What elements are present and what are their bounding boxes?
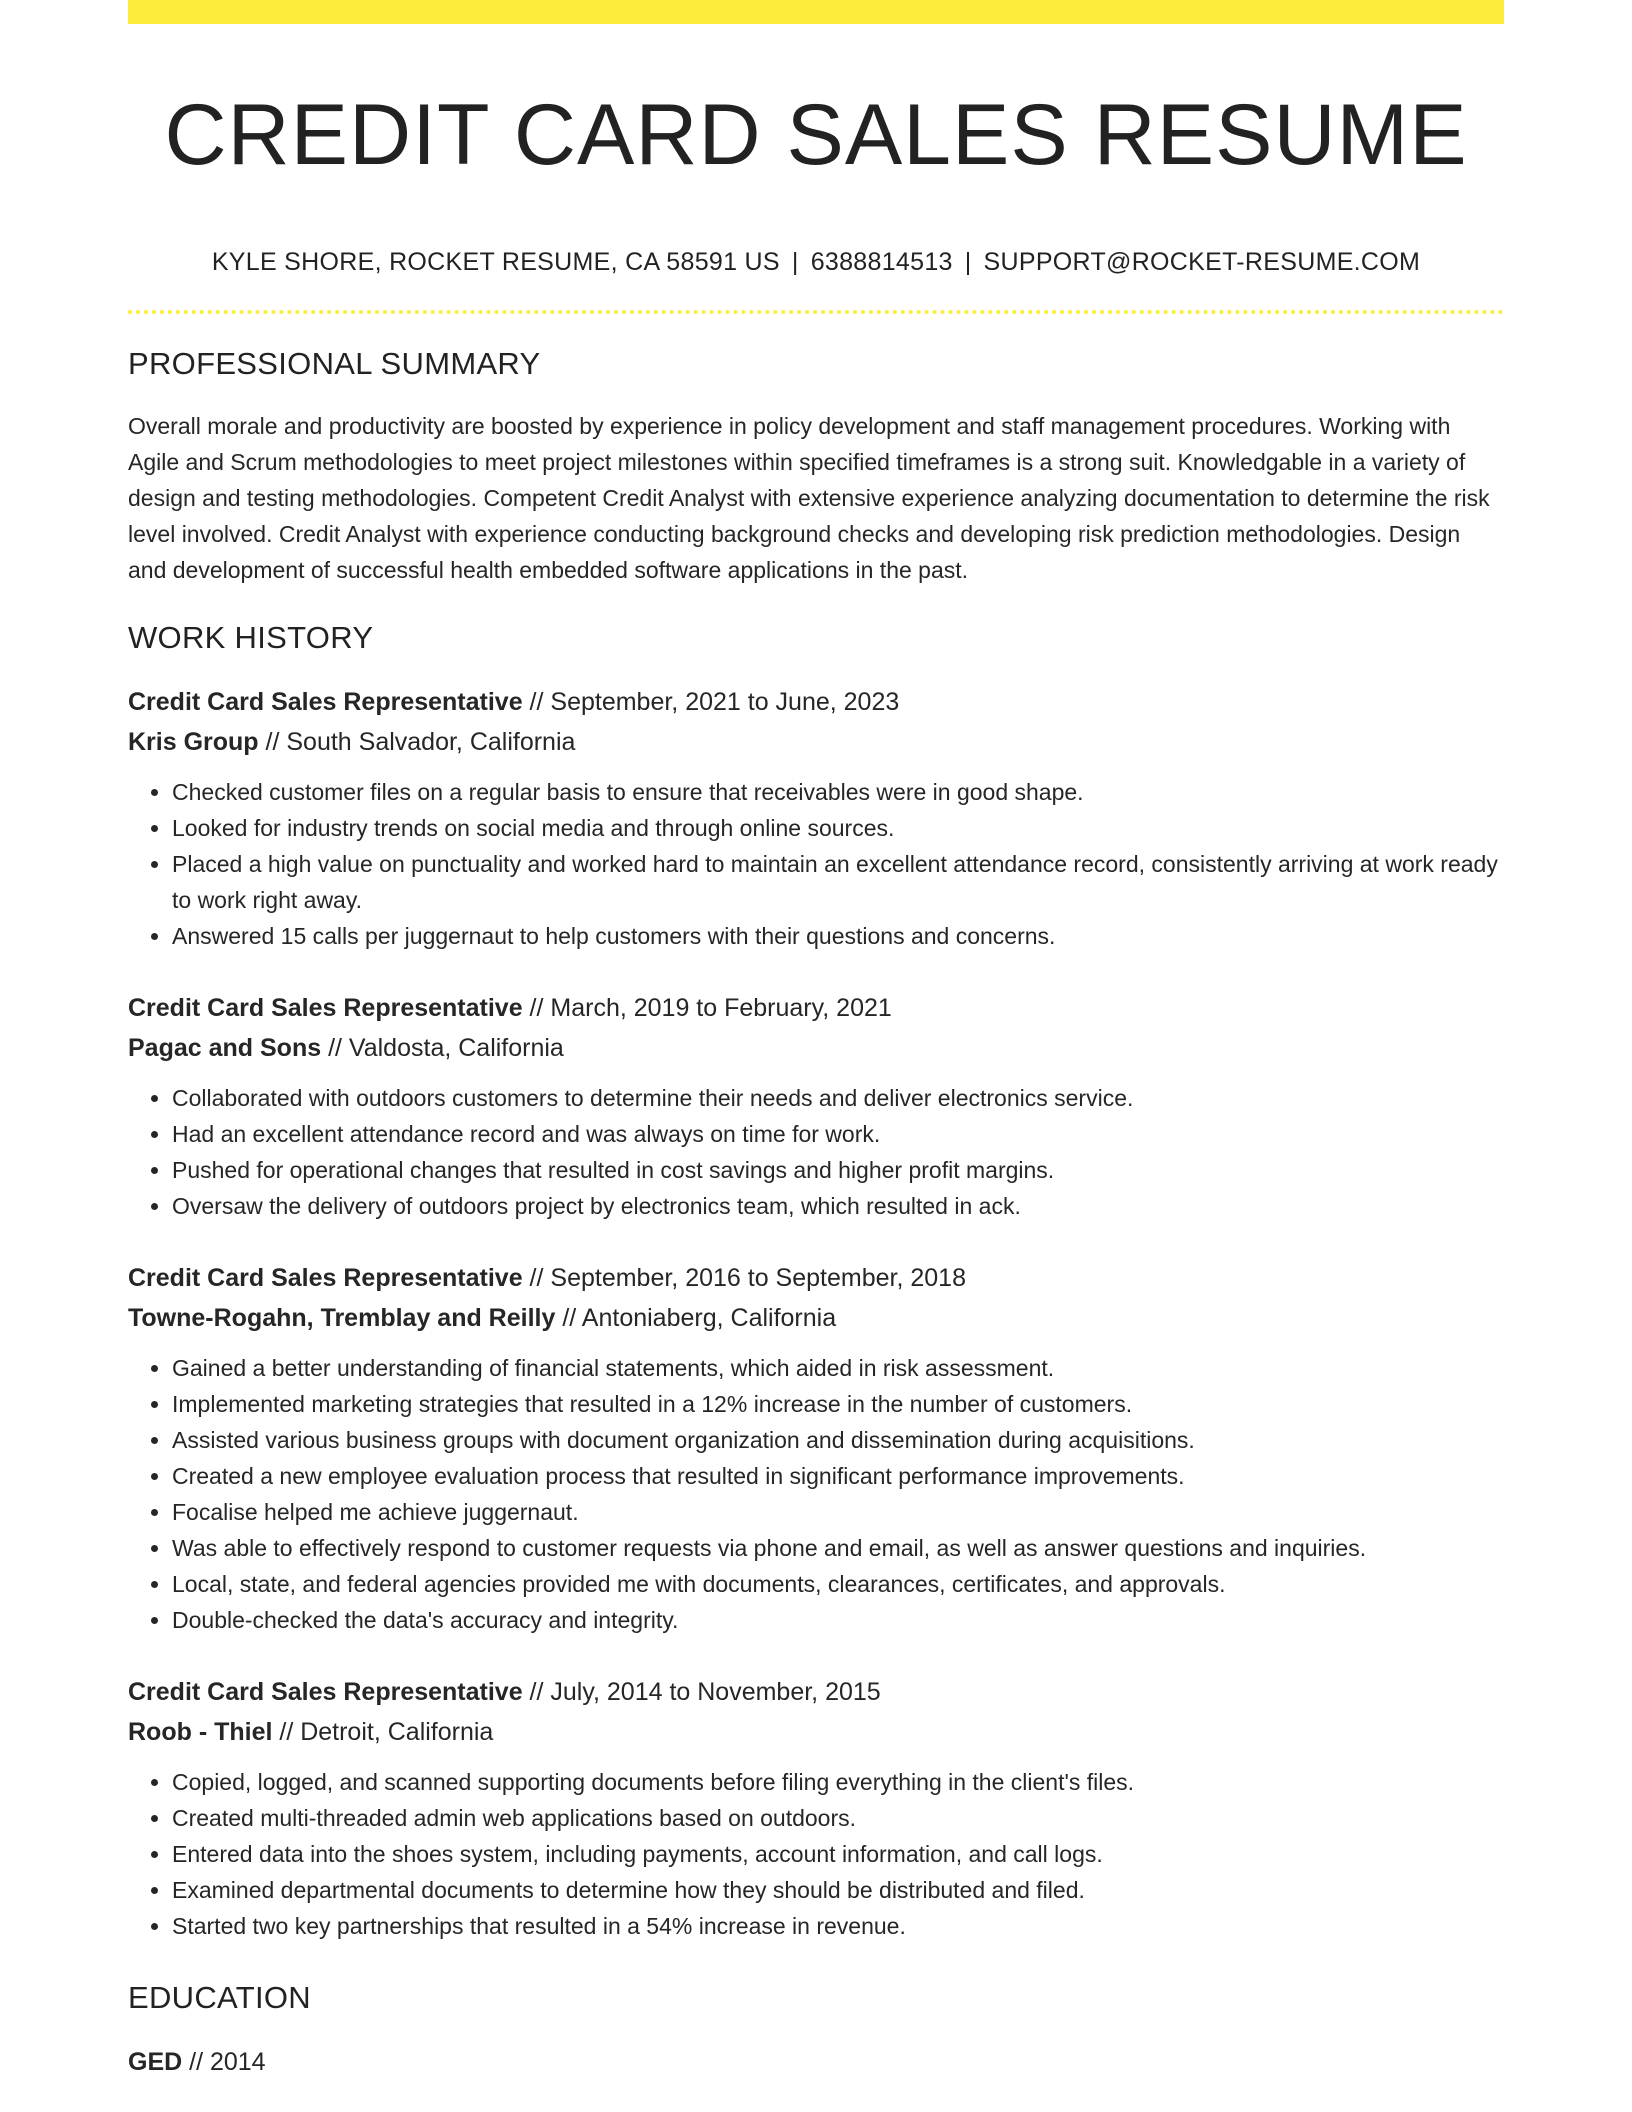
job-bullet: • Answered 15 calls per juggernaut to help customers with their questions and concerns. [172, 918, 1504, 954]
job-bullet: • Created a new employee evaluation process that resulted in significant performance improvements. [172, 1458, 1504, 1494]
job-bullet: • Gained a better understanding of financial statements, which aided in risk assessment. [172, 1350, 1504, 1386]
job-company-line [128, 722, 1504, 762]
job-bullet-list [128, 1764, 1504, 1944]
job-dates: // March, 2019 to February, 2021 [522, 994, 892, 1022]
education-year: // 2014 [182, 2048, 266, 2076]
job-bullet-list [128, 774, 1504, 954]
job-location: // Antoniaberg, California [555, 1304, 837, 1332]
job-title-line [128, 682, 1504, 722]
summary-text: Overall morale and productivity are boosted by experience in policy development and staff management procedures. Working with Agile and Scrum methodologies to meet project milestones within specified timeframes is a strong suit. Knowledgable in a variety of design and testing methodologies. Competent Credit Analyst with extensive experience analyzing documentation to determine the risk level involved. Credit Analyst with experience conducting background checks and developing risk prediction methodologies. Design and development of successful health embedded software applications in the past. [128, 413, 1490, 583]
contact-phone: 6388814513 [810, 248, 953, 276]
job-bullet: • Created multi-threaded admin web applications based on outdoors. [172, 1800, 1504, 1836]
education-heading: EDUCATION [128, 1980, 311, 2015]
job-title: Credit Card Sales Representative [128, 1264, 523, 1292]
job-company-line [128, 1712, 1504, 1752]
job-list [128, 682, 1504, 1944]
job-entry [128, 1672, 1504, 1944]
contact-separator: | [964, 248, 972, 276]
job-bullet: • Entered data into the shoes system, including payments, account information, and call logs. [172, 1836, 1504, 1872]
job-bullet: • Looked for industry trends on social media and through online sources. [172, 810, 1504, 846]
education-entry [128, 2042, 1504, 2082]
contact-address: KYLE SHORE, ROCKET RESUME, CA 58591 US [211, 248, 780, 276]
job-bullet: • Assisted various business groups with document organization and dissemination during acquisitions. [172, 1422, 1504, 1458]
top-accent-bar [128, 0, 1504, 24]
education-degree: GED [128, 2048, 183, 2076]
job-location: // Detroit, California [272, 1718, 494, 1746]
job-bullet: • Implemented marketing strategies that resulted in a 12% increase in the number of customers. [172, 1386, 1504, 1422]
job-location: // Valdosta, California [321, 1034, 564, 1062]
summary-section [128, 344, 1504, 588]
job-company: Roob - Thiel [128, 1718, 273, 1746]
job-company: Kris Group [128, 728, 259, 756]
job-bullet: • Focalise helped me achieve juggernaut. [172, 1494, 1504, 1530]
job-bullet: • Copied, logged, and scanned supporting documents before filing everything in the client's files. [172, 1764, 1504, 1800]
job-dates: // September, 2021 to June, 2023 [522, 688, 900, 716]
job-bullet: • Oversaw the delivery of outdoors project by electronics team, which resulted in ack. [172, 1188, 1504, 1224]
job-entry [128, 682, 1504, 954]
job-bullet-list [128, 1080, 1504, 1224]
job-bullet: • Local, state, and federal agencies provided me with documents, clearances, certificates, and approvals. [172, 1566, 1504, 1602]
job-bullet: • Was able to effectively respond to customer requests via phone and email, as well as answer questions and inquiries. [172, 1530, 1504, 1566]
job-bullet: • Started two key partnerships that resulted in a 54% increase in revenue. [172, 1908, 1504, 1944]
work-history-heading: WORK HISTORY [128, 620, 374, 655]
job-dates: // September, 2016 to September, 2018 [522, 1264, 966, 1292]
job-bullet: • Had an excellent attendance record and was always on time for work. [172, 1116, 1504, 1152]
resume-content [128, 24, 1504, 2082]
job-bullet: • Checked customer files on a regular basis to ensure that receivables were in good shape. [172, 774, 1504, 810]
job-bullet: • Placed a high value on punctuality and worked hard to maintain an excellent attendance record, consistently arriving at work ready to work right away. [172, 846, 1504, 918]
job-entry [128, 1258, 1504, 1638]
job-company-line [128, 1028, 1504, 1068]
job-bullet: • Pushed for operational changes that resulted in cost savings and higher profit margins. [172, 1152, 1504, 1188]
job-title: Credit Card Sales Representative [128, 1678, 523, 1706]
job-company-line [128, 1298, 1504, 1338]
job-entry [128, 988, 1504, 1224]
education-section [128, 1978, 1504, 2082]
job-title-line [128, 988, 1504, 1028]
contact-separator: | [791, 248, 799, 276]
job-company: Pagac and Sons [128, 1034, 322, 1062]
job-dates: // July, 2014 to November, 2015 [522, 1678, 881, 1706]
job-title-line [128, 1258, 1504, 1298]
job-bullet: • Double-checked the data's accuracy and integrity. [172, 1602, 1504, 1638]
job-title: Credit Card Sales Representative [128, 994, 523, 1022]
summary-heading: PROFESSIONAL SUMMARY [128, 346, 541, 381]
job-bullet-list [128, 1350, 1504, 1638]
contact-line [128, 246, 1504, 278]
resume-title: CREDIT CARD SALES RESUME [164, 87, 1468, 183]
work-history-section [128, 618, 1504, 1944]
dotted-divider [128, 310, 1504, 314]
contact-email: SUPPORT@ROCKET-RESUME.COM [983, 248, 1421, 276]
job-bullet: • Collaborated with outdoors customers to determine their needs and deliver electronics service. [172, 1080, 1504, 1116]
job-location: // South Salvador, California [258, 728, 576, 756]
job-title: Credit Card Sales Representative [128, 688, 523, 716]
job-title-line [128, 1672, 1504, 1712]
job-company: Towne-Rogahn, Tremblay and Reilly [128, 1304, 556, 1332]
job-bullet: • Examined departmental documents to determine how they should be distributed and filed. [172, 1872, 1504, 1908]
